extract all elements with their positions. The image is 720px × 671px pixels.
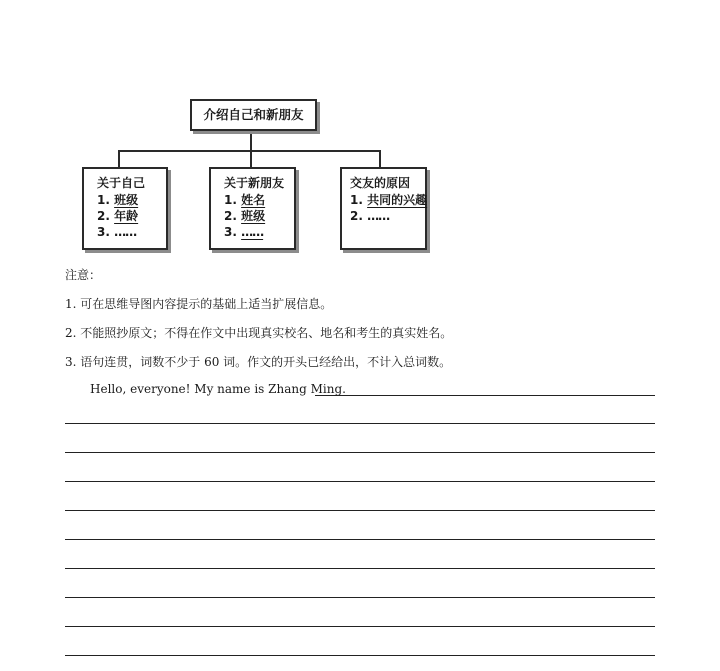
branch-title: 关于自己 xyxy=(97,176,146,190)
branch-item: 1. 班级 xyxy=(97,193,139,207)
branch-item: 3. …… xyxy=(97,225,137,239)
writing-line[interactable] xyxy=(65,481,655,482)
mind-map-root: 介绍自己和新朋友 xyxy=(190,99,317,131)
writing-line[interactable] xyxy=(65,452,655,453)
mind-map-branch-about-self xyxy=(82,167,168,250)
writing-line[interactable] xyxy=(65,568,655,569)
branch-item: 2. 班级 xyxy=(224,209,266,223)
mind-map-branch-reasons xyxy=(340,167,427,250)
mind-map xyxy=(0,0,720,262)
branch-item: 1. 姓名 xyxy=(224,193,266,207)
branch-title: 交友的原因 xyxy=(350,176,411,190)
note-item: 1. 可在思维导图内容提示的基础上适当扩展信息。 xyxy=(65,297,333,311)
answer-opening-sentence: Hello, everyone! My name is Zhang Ming. xyxy=(90,382,346,396)
notes-heading: 注意： xyxy=(65,268,102,282)
branch-title: 关于新朋友 xyxy=(224,176,285,190)
writing-line[interactable] xyxy=(65,510,655,511)
note-item: 3. 语句连贯，词数不少于 60 词。作文的开头已经给出，不计入总词数。 xyxy=(65,355,452,369)
writing-line[interactable] xyxy=(65,597,655,598)
writing-line[interactable] xyxy=(65,626,655,627)
branch-item: 3. …… xyxy=(224,225,264,239)
branch-item: 2. …… xyxy=(350,209,390,223)
writing-line[interactable] xyxy=(65,539,655,540)
branch-item: 2. 年龄 xyxy=(97,209,139,223)
writing-line[interactable] xyxy=(65,655,655,656)
writing-line-first[interactable] xyxy=(315,395,655,396)
branch-item: 1. 共同的兴趣 xyxy=(350,193,428,207)
writing-line[interactable] xyxy=(65,423,655,424)
note-item: 2. 不能照抄原文；不得在作文中出现真实校名、地名和考生的真实姓名。 xyxy=(65,326,453,340)
mind-map-branch-about-new-friend xyxy=(209,167,296,250)
